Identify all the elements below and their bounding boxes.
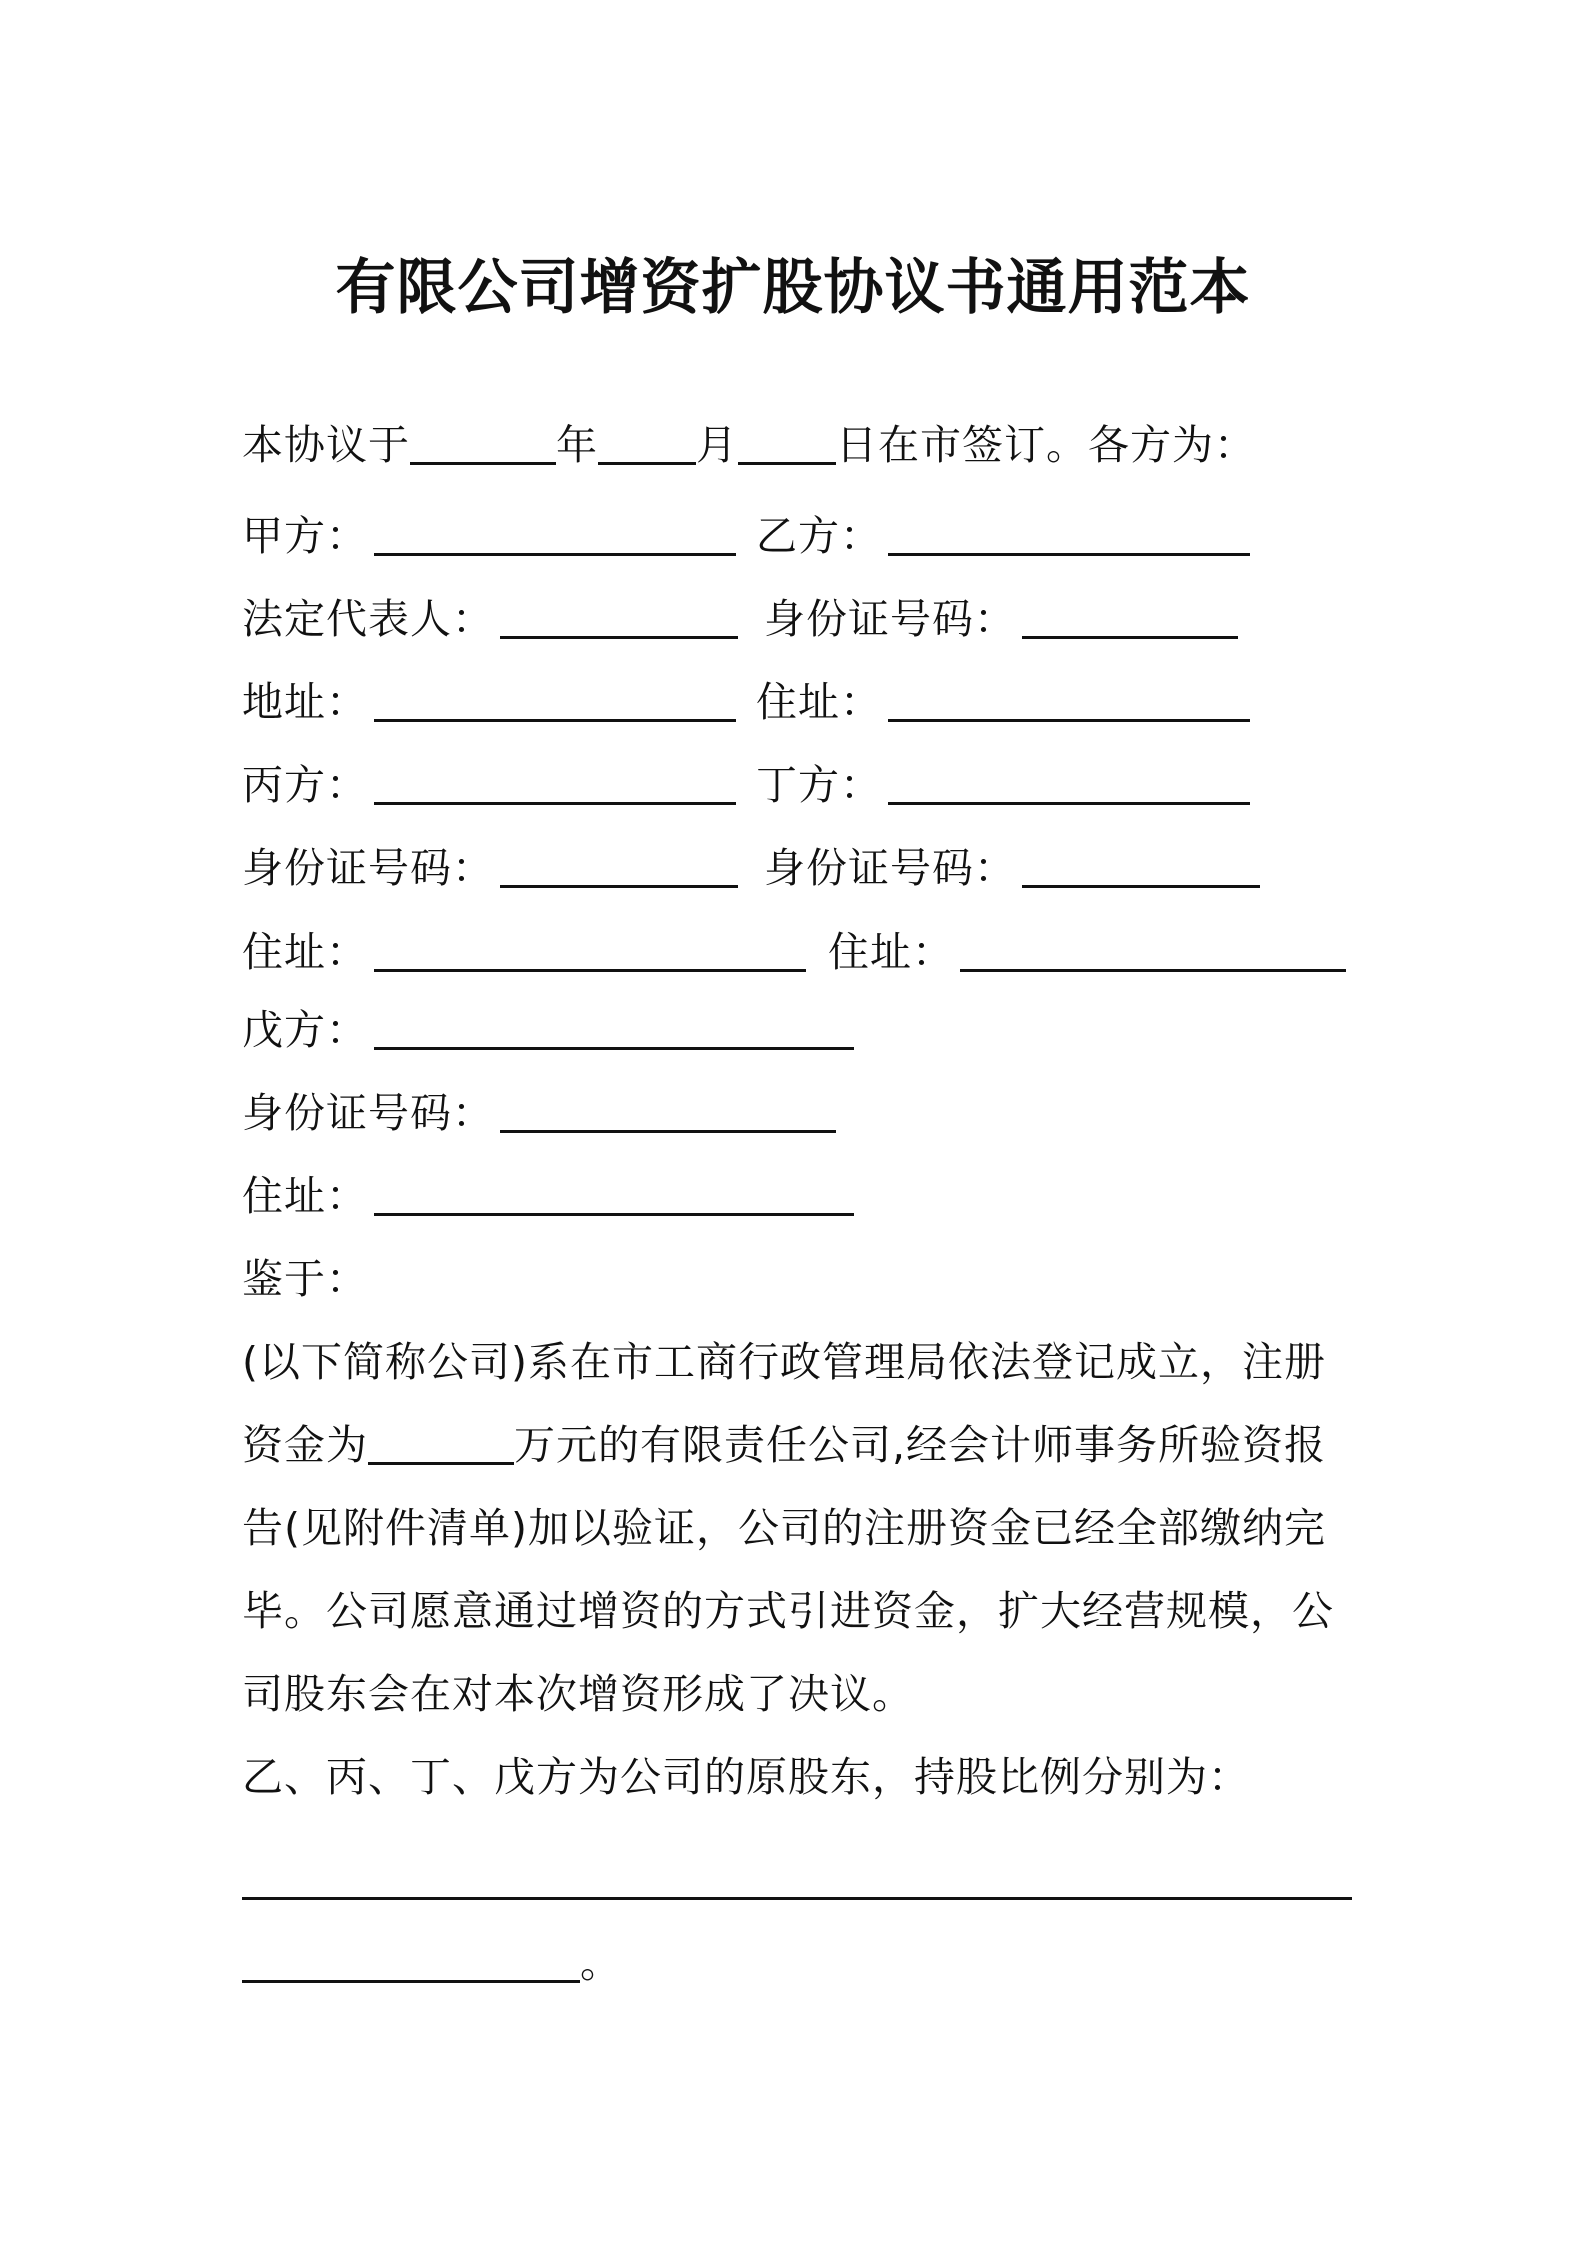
party-d-blank[interactable] [888,760,1250,805]
party-e-field [242,1000,854,1060]
party-d-address-label: 住址： [828,928,954,976]
party-a-blank[interactable] [374,511,736,556]
party-b-blank[interactable] [888,511,1250,556]
party-d-address-field [828,922,1346,982]
party-c-id-field [242,838,738,898]
party-e-address-blank[interactable] [374,1171,854,1216]
party-b-address-blank[interactable] [888,677,1250,722]
party-d-id-field [764,838,1260,898]
party-b-address-label: 住址： [756,678,882,726]
shareholding-blank-line [242,1850,1352,1910]
party-e-address-field [242,1166,854,1226]
para1-line2-prefix: 资金为 [242,1421,368,1469]
intro-year: 年 [556,421,598,469]
party-b-address-field [756,672,1250,732]
month-blank[interactable] [598,420,696,465]
party-c-label: 丙方： [242,761,368,809]
intro-day-suffix: 日在市签订。各方为： [836,421,1256,469]
party-a-label: 甲方： [242,512,368,560]
legal-rep-blank[interactable] [500,594,738,639]
party-e-id-blank[interactable] [500,1088,836,1133]
party-a-field [242,506,736,566]
party-c-address-field [242,922,806,982]
para1-line3: 告(见附件清单)加以验证，公司的注册资金已经全部缴纳完 [242,1504,1326,1552]
para1-line2-suffix: 万元的有限责任公司,经会计师事务所验资报 [514,1421,1327,1469]
party-c-field [242,755,736,815]
legal-rep-label: 法定代表人： [242,595,494,643]
party-e-id-label: 身份证号码： [242,1089,494,1137]
document-title: 有限公司增资扩股协议书通用范本 [335,253,1251,323]
party-c-id-label: 身份证号码： [242,844,494,892]
para1-line1: (以下简称公司)系在市工商行政管理局依法登记成立，注册 [242,1338,1326,1386]
party-d-id-label: 身份证号码： [764,844,1016,892]
party-e-label: 戊方： [242,1006,368,1054]
party-c-address-blank[interactable] [374,927,806,972]
legal-rep-field [242,589,738,649]
capital-blank[interactable] [368,1420,514,1465]
party-c-id-blank[interactable] [500,843,738,888]
shareholding-blank-2[interactable] [242,1938,580,1983]
intro-line [242,415,1256,475]
party-b-label: 乙方： [756,512,882,560]
party-b-id-blank[interactable] [1022,594,1238,639]
party-a-address-label: 地址： [242,678,368,726]
party-a-address-blank[interactable] [374,677,736,722]
para1-line4: 毕。公司愿意通过增资的方式引进资金，扩大经营规模，公 [242,1587,1334,1635]
party-c-address-label: 住址： [242,928,368,976]
party-b-field [756,506,1250,566]
day-blank[interactable] [738,420,836,465]
party-b-id-label: 身份证号码： [764,595,1016,643]
party-e-blank[interactable] [374,1005,854,1050]
shareholding-blank-line-2 [242,1933,622,1993]
para1-line2 [242,1415,1326,1475]
para1-line5: 司股东会在对本次增资形成了决议。 [242,1670,914,1718]
party-b-id-field [764,589,1238,649]
party-e-id-field [242,1083,836,1143]
shareholding-blank-1[interactable] [242,1855,1352,1900]
year-blank[interactable] [410,420,556,465]
party-a-address-field [242,672,736,732]
whereas-heading: 鉴于： [242,1255,368,1303]
intro-month: 月 [696,421,738,469]
party-d-address-blank[interactable] [960,927,1346,972]
para2-line: 乙、丙、丁、戊方为公司的原股东，持股比例分别为： [242,1753,1250,1801]
party-c-blank[interactable] [374,760,736,805]
party-d-label: 丁方： [756,761,882,809]
party-e-address-label: 住址： [242,1172,368,1220]
para2-end: 。 [580,1939,622,1987]
party-d-field [756,755,1250,815]
intro-prefix: 本协议于 [242,421,410,469]
party-d-id-blank[interactable] [1022,843,1260,888]
